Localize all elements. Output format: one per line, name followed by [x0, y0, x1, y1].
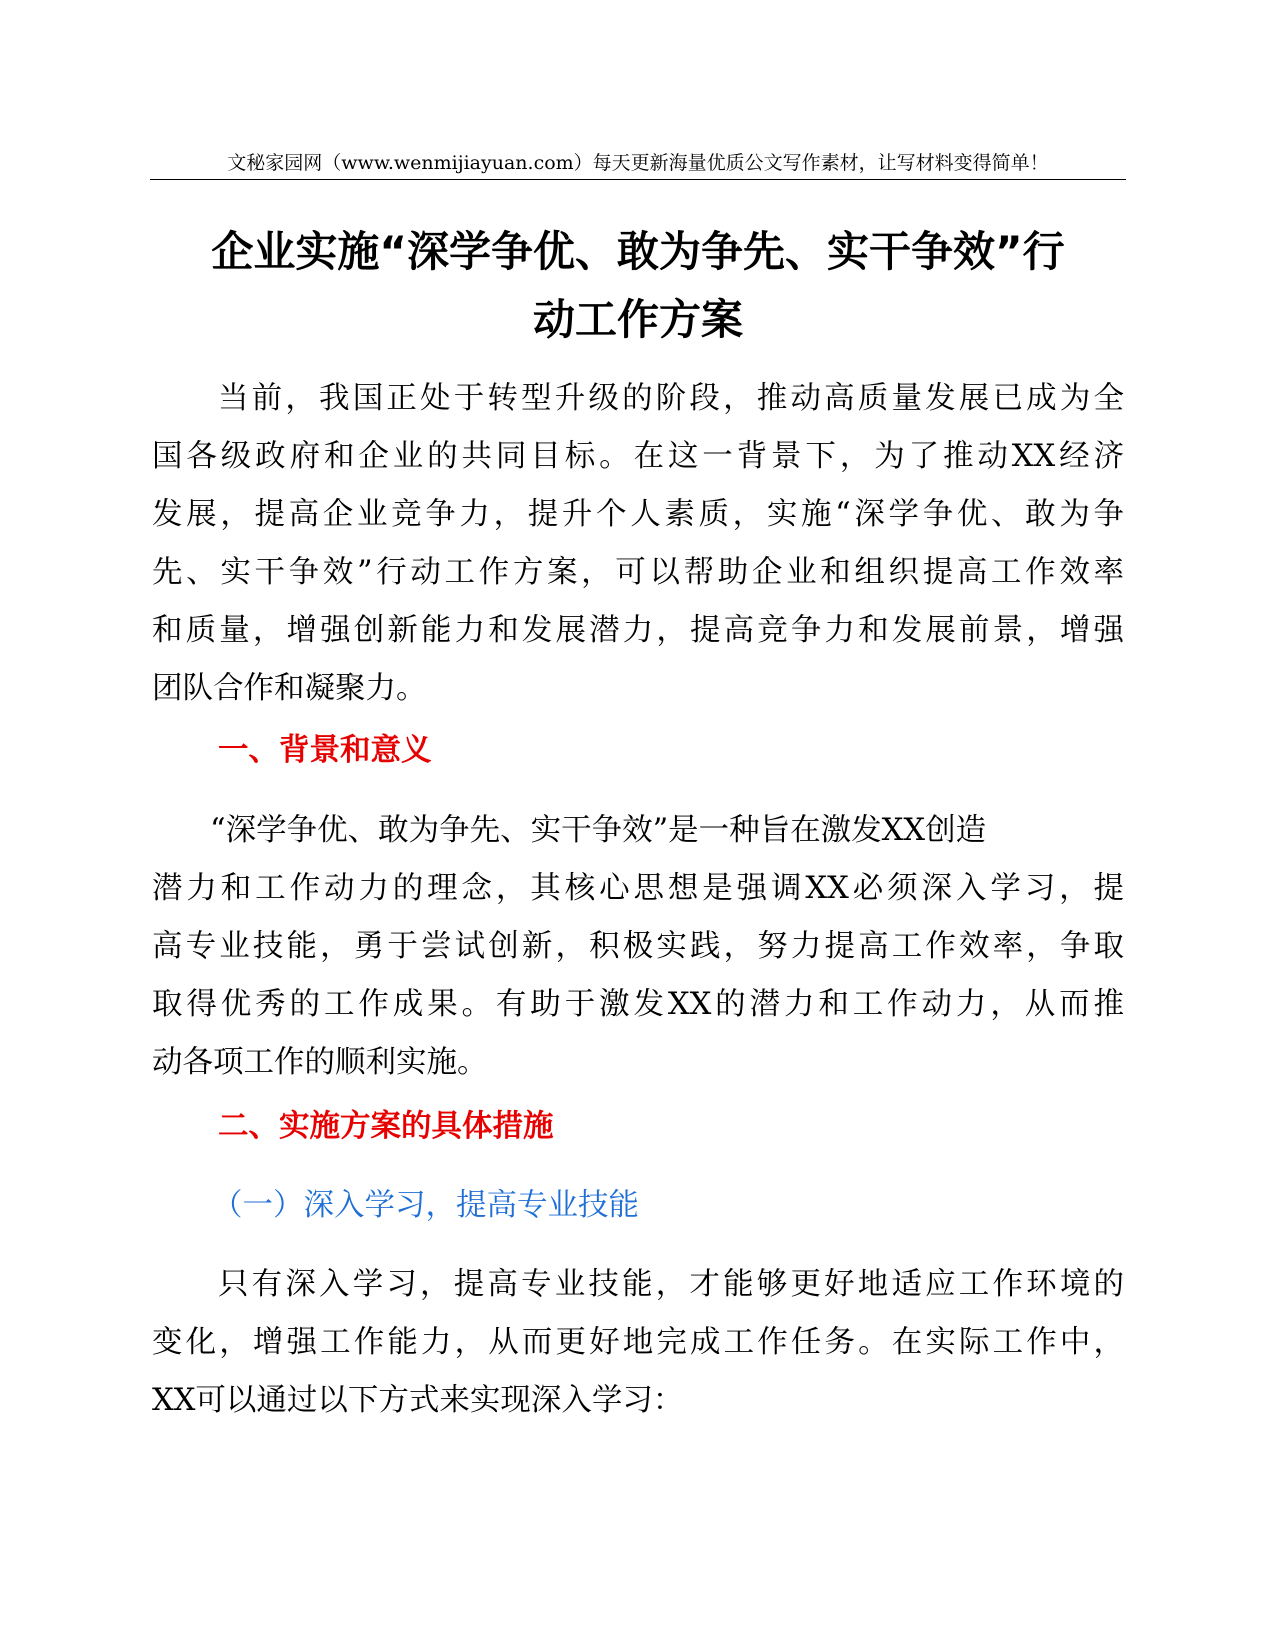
section-heading-background: 一、背景和意义	[218, 733, 432, 768]
header-rule	[150, 179, 1126, 180]
section1-line-5: 动各项工作的顺利实施。	[152, 1045, 488, 1080]
section2-line-3: XX可以通过以下方式来实现深入学习：	[152, 1383, 684, 1418]
title-line-2: 动工作方案	[532, 295, 743, 344]
intro-line-1: 当前，我国正处于转型升级的阶段，推动高质量发展已成为全	[218, 381, 1124, 416]
intro-line-4: 先、实干争效”行动工作方案，可以帮助企业和组织提高工作效率	[152, 555, 1124, 590]
intro-line-6: 团队合作和凝聚力。	[152, 671, 427, 706]
intro-line-5: 和质量，增强创新能力和发展潜力，提高竞争力和发展前景，增强	[152, 613, 1124, 648]
section2-paragraph	[152, 1256, 1124, 1430]
section2-line-1: 只有深入学习，提高专业技能，才能够更好地适应工作环境的	[218, 1267, 1124, 1302]
section1-line-3: 高专业技能，勇于尝试创新，积极实践，努力提高工作效率，争取	[152, 929, 1124, 964]
section1-paragraph	[152, 802, 1124, 1092]
section-heading-measures: 二、实施方案的具体措施	[218, 1109, 554, 1144]
subsection-heading-learning: （一）深入学习，提高专业技能	[212, 1188, 639, 1223]
section2-line-2: 变化，增强工作能力，从而更好地完成工作任务。在实际工作中，	[152, 1325, 1124, 1360]
document-title	[150, 218, 1126, 354]
title-line-1: 企业实施“深学争优、敢为争先、实干争效”行	[211, 227, 1065, 276]
page-header: 文秘家园网（www.wenmijiayuan.com）每天更新海量优质公文写作素材，让写材料变得简单！	[227, 152, 1049, 174]
section1-line-1: “深学争优、敢为争先、实干争效”是一种旨在激发XX创造	[210, 813, 987, 848]
section1-line-4: 取得优秀的工作成果。有助于激发XX的潜力和工作动力，从而推	[152, 987, 1124, 1022]
intro-line-2: 国各级政府和企业的共同目标。在这一背景下，为了推动XX经济	[152, 439, 1124, 474]
section1-line-2: 潜力和工作动力的理念，其核心思想是强调XX必须深入学习，提	[152, 871, 1124, 906]
intro-paragraph	[152, 370, 1124, 718]
intro-line-3: 发展，提高企业竞争力，提升个人素质，实施“深学争优、敢为争	[152, 497, 1124, 532]
